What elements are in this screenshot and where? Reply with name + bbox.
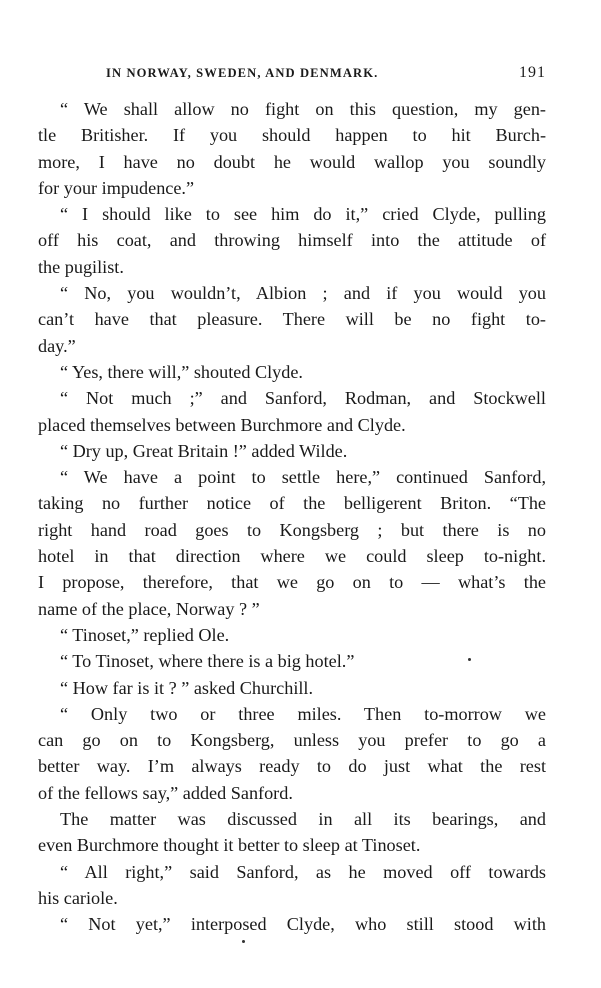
text-line: even Burchmore thought it better to sleep at Tinoset.	[38, 835, 421, 856]
text-line: “ Not yet,” interposed Clyde, who still stood with	[60, 914, 546, 935]
text-line: his cariole.	[38, 887, 118, 908]
text-line: The matter was discussed in all its bearings, and	[60, 809, 546, 830]
running-header-title: IN NORWAY, SWEDEN, AND DENMARK.	[106, 66, 379, 80]
text-line: name of the place, Norway ? ”	[38, 598, 260, 619]
body-text	[38, 96, 546, 938]
text-line: I propose, therefore, that we go on to — what’s the	[38, 572, 546, 593]
text-line: “ Tinoset,” replied Ole.	[60, 624, 230, 645]
text-line: for your impudence.”	[38, 177, 195, 198]
text-line: can’t have that pleasure. There will be no fight to-	[38, 309, 546, 330]
text-line: “ We have a point to settle here,” continued Sanford,	[60, 467, 546, 488]
text-line: “ Yes, there will,” shouted Clyde.	[60, 361, 303, 382]
running-header	[38, 62, 546, 84]
print-speck	[242, 940, 245, 943]
text-line: “ We shall allow no fight on this question, my gen-	[60, 99, 546, 119]
text-line: “ I should like to see him do it,” cried Clyde, pulling	[60, 204, 546, 225]
text-line: “ Only two or three miles. Then to-morrow we	[60, 703, 546, 724]
text-line: can go on to Kongsberg, unless you prefer to go a	[38, 730, 546, 751]
text-line: “ Dry up, Great Britain !” added Wilde.	[60, 440, 348, 461]
text-line: more, I have no doubt he would wallop you soundly	[38, 151, 546, 172]
text-line: “ Not much ;” and Sanford, Rodman, and Stockwell	[60, 388, 546, 409]
text-line: right hand road goes to Kongsberg ; but there is no	[38, 519, 546, 540]
text-line: taking no further notice of the belligerent Briton. “The	[38, 493, 546, 514]
text-line: “ How far is it ? ” asked Churchill.	[60, 677, 314, 698]
text-line: the pugilist.	[38, 256, 124, 277]
text-line: hotel in that direction where we could sleep to-night.	[38, 546, 546, 567]
text-line: “ All right,” said Sanford, as he moved off towards	[60, 861, 546, 882]
page-number: 191	[519, 64, 546, 81]
text-line: placed themselves between Burchmore and Clyde.	[38, 414, 406, 435]
text-line: of the fellows say,” added Sanford.	[38, 782, 293, 803]
text-line: day.”	[38, 335, 76, 356]
text-line: off his coat, and throwing himself into the attitude of	[38, 230, 546, 251]
text-line: better way. I’m always ready to do just what the rest	[38, 756, 546, 777]
text-line: “ No, you wouldn’t, Albion ; and if you would you	[60, 283, 546, 304]
text-line: tle Britisher. If you should happen to hit Burch-	[38, 125, 546, 146]
print-speck	[468, 658, 471, 661]
text-line: “ To Tinoset, where there is a big hotel.”	[60, 651, 355, 672]
